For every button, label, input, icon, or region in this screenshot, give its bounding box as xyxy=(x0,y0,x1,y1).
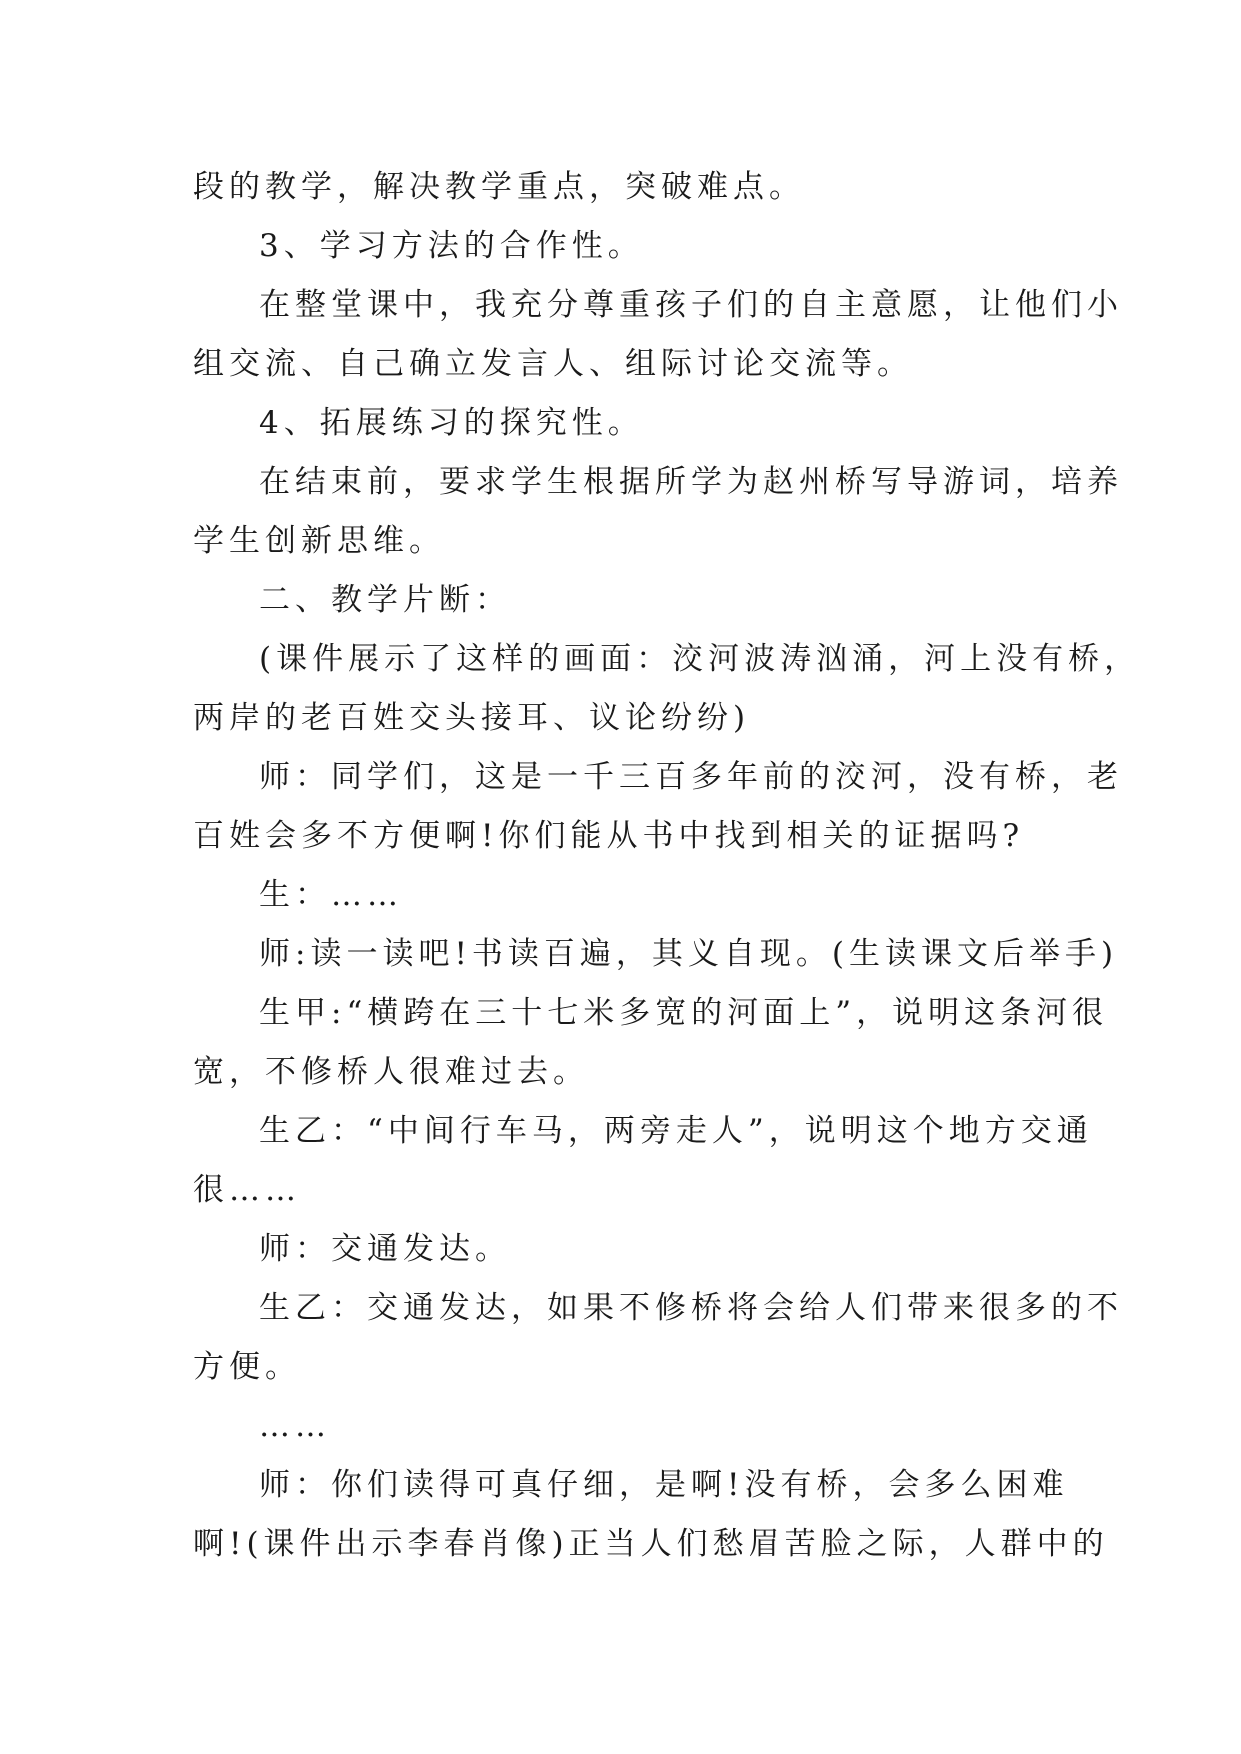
text-line-1: 段的教学，解决教学重点，突破难点。 xyxy=(193,169,805,205)
text-line-4: 组交流、自己确立发言人、组际讨论交流等。 xyxy=(193,346,913,382)
text-line-3: 在整堂课中，我充分尊重孩子们的自主意愿，让他们小 xyxy=(259,287,1123,323)
text-line-10: 两岸的老百姓交头接耳、议论纷纷) xyxy=(193,700,751,736)
text-line-24: 啊!(课件出示李春肖像)正当人们愁眉苦脸之际，人群中的 xyxy=(193,1526,1109,1562)
text-line-23: 师：你们读得可真仔细，是啊!没有桥，会多么困难 xyxy=(259,1467,1069,1503)
text-line-2: 3、学习方法的合作性。 xyxy=(259,228,644,264)
text-line-20: 生乙：交通发达，如果不修桥将会给人们带来很多的不 xyxy=(259,1290,1123,1326)
text-line-18: 很…… xyxy=(193,1172,301,1208)
section-heading: 二、教学片断： xyxy=(259,582,511,618)
text-line-19: 师：交通发达。 xyxy=(259,1231,511,1267)
text-line-13: 生：…… xyxy=(259,877,403,913)
text-line-21: 方便。 xyxy=(193,1349,301,1385)
text-line-14: 师:读一读吧!书读百遍，其义自现。(生读课文后举手) xyxy=(259,936,1119,972)
text-line-22: …… xyxy=(259,1408,331,1444)
text-line-7: 学生创新思维。 xyxy=(193,523,445,559)
text-line-9: (课件展示了这样的画面：洨河波涛汹涌，河上没有桥， xyxy=(259,641,1141,677)
document-body xyxy=(193,158,1141,1574)
text-line-17: 生乙：“中间行车马，两旁走人”，说明这个地方交通 xyxy=(259,1113,1093,1149)
text-line-15: 生甲:“横跨在三十七米多宽的河面上”，说明这条河很 xyxy=(259,995,1109,1031)
text-line-6: 在结束前，要求学生根据所学为赵州桥写导游词，培养 xyxy=(259,464,1123,500)
text-line-12: 百姓会多不方便啊!你们能从书中找到相关的证据吗? xyxy=(193,818,1025,854)
text-line-11: 师：同学们，这是一千三百多年前的洨河，没有桥，老 xyxy=(259,759,1123,795)
text-line-5: 4、拓展练习的探究性。 xyxy=(259,405,644,441)
text-line-16: 宽，不修桥人很难过去。 xyxy=(193,1054,589,1090)
